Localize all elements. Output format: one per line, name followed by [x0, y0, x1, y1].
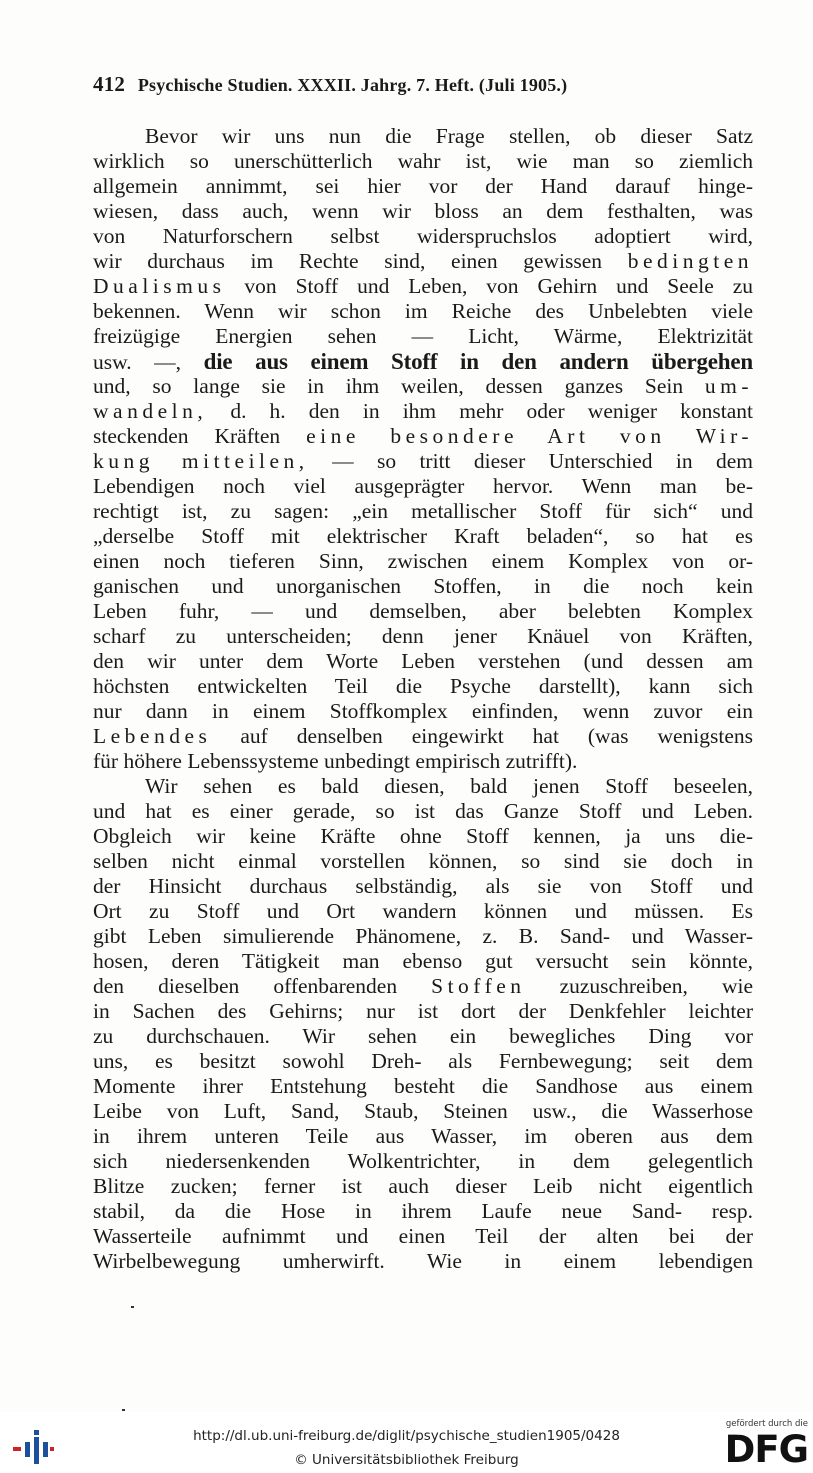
text-run: zuzuschreiben, wie [559, 974, 754, 998]
text-line: der Hinsicht durchaus selbständig, als sie von Stoff und [93, 874, 753, 898]
text-line: für höhere Lebenssysteme unbedingt empirisch zutrifft). [93, 749, 578, 773]
text-line: Wirbelbewegung umherwirft. Wie in einem lebendigen [93, 1249, 753, 1273]
text-line [93, 274, 753, 299]
text-line: Lebendigen noch viel ausgeprägter hervor. Wenn man be- [93, 474, 753, 498]
text-line: Leibe von Luft, Sand, Staub, Steinen usw., die Wasserhose [93, 1099, 753, 1123]
text-line [93, 374, 753, 399]
text-line: hosen, deren Tätigkeit man ebenso gut versucht sein könnte, [93, 949, 753, 973]
dfg-wordmark: DFG [724, 1428, 808, 1471]
text-line: Obgleich wir keine Kräfte ohne Stoff kennen, ja uns die- [93, 824, 753, 848]
source-url[interactable]: http://dl.ub.uni-freiburg.de/diglit/psychische_studien1905/0428 [193, 1428, 620, 1444]
text-line: von Naturforschern selbst widerspruchslos adoptiert wird, [93, 224, 753, 248]
dfg-caption: gefördert durch die [725, 1419, 808, 1429]
body-text [93, 124, 753, 1274]
text-line: den wir unter dem Worte Leben verstehen (und dessen am [93, 649, 753, 673]
text-line: ganischen und unorganischen Stoffen, in die noch kein [93, 574, 753, 598]
text-line [93, 424, 753, 449]
scan-speck [122, 1409, 125, 1411]
text-line: Leben fuhr, — und demselben, aber belebten Komplex [93, 599, 753, 623]
text-run: — so tritt dieser Unterschied in dem [332, 449, 753, 473]
text-line: uns, es besitzt sowohl Dreh- als Fernbewegung; seit dem [93, 1049, 753, 1073]
text-line: rechtigt ist, zu sagen: „ein metallischer Stoff für sich“ und [93, 499, 753, 523]
text-line: scharf zu unterscheiden; denn jener Knäuel von Kräften, [93, 624, 753, 648]
dfg-logo [718, 1419, 808, 1473]
text-line: freizügige Energien sehen — Licht, Wärme, Elektrizität [93, 324, 753, 348]
text-line [93, 399, 753, 424]
text-line: allgemein annimmt, sei hier vor der Hand darauf hinge- [93, 174, 753, 198]
text-line: zu durchschauen. Wir sehen ein bewegliches Ding vor [93, 1024, 753, 1048]
scan-speck [131, 1306, 134, 1308]
text-run: von Stoff und Leben, von Gehirn und Seele zu [244, 274, 753, 298]
text-line: Wir sehen es bald diesen, bald jenen Stoff beseelen, [145, 774, 753, 798]
spaced-emphasis: bedingten [627, 249, 753, 273]
copyright-notice: © Universitätsbibliothek Freiburg [294, 1452, 519, 1468]
text-line: Ort zu Stoff und Ort wandern können und müssen. Es [93, 899, 753, 923]
text-run: und, so lange sie in ihm weilen, dessen ganzes Sein [93, 374, 684, 398]
spaced-emphasis: wandeln, [93, 399, 208, 423]
text-line: wiesen, dass auch, wenn wir bloss an dem festhalten, was [93, 199, 753, 223]
spaced-emphasis: um- [704, 374, 754, 398]
page-header [93, 72, 753, 97]
viewer-footer [0, 1412, 813, 1473]
text-line: stabil, da die Hose in ihrem Laufe neue Sand- resp. [93, 1199, 753, 1223]
text-line: Wasserteile aufnimmt und einen Teil der alten bei der [93, 1224, 753, 1248]
text-line: und hat es einer gerade, so ist das Ganze Stoff und Leben. [93, 799, 753, 823]
text-line: gibt Leben simulierende Phänomene, z. B. Sand- und Wasser- [93, 924, 753, 948]
page-number: 412 [93, 72, 126, 96]
text-run: steckenden Kräften [93, 424, 281, 448]
text-line [93, 974, 753, 999]
text-line: wirklich so unerschütterlich wahr ist, wie man so ziemlich [93, 149, 753, 173]
running-title: Psychische Studien. XXXII. Jahrg. 7. Heft. (Juli 1905.) [137, 75, 568, 95]
text-run: d. h. den in ihm mehr oder weniger konstant [230, 399, 753, 423]
text-run: den dieselben offenbarenden [93, 974, 398, 998]
text-run: usw. —, [93, 350, 182, 374]
text-line: nur dann in einem Stoffkomplex einfinden, wenn zuvor ein [93, 699, 753, 723]
text-line: Momente ihrer Entstehung besteht die Sandhose aus einem [93, 1074, 753, 1098]
text-line: Blitze zucken; ferner ist auch dieser Leib nicht eigentlich [93, 1174, 753, 1198]
text-run: auf denselben eingewirkt hat (was wenigstens [240, 724, 753, 748]
spaced-emphasis: Lebendes [93, 724, 212, 748]
text-line: in Sachen des Gehirns; nur ist dort der Denkfehler leichter [93, 999, 753, 1023]
spaced-emphasis: eine besondere Art von Wir- [306, 424, 754, 448]
spaced-emphasis: kung mitteilen, [93, 449, 309, 473]
text-line [93, 449, 753, 474]
text-line: bekennen. Wenn wir schon im Reiche des Unbelebten viele [93, 299, 753, 323]
text-line [93, 724, 753, 749]
text-line: höchsten entwickelten Teil die Psyche darstellt), kann sich [93, 674, 753, 698]
text-run: wir durchaus im Rechte sind, einen gewissen [93, 249, 603, 273]
text-line: Bevor wir uns nun die Frage stellen, ob dieser Satz [145, 124, 753, 148]
text-line: selben nicht einmal vorstellen können, so sind sie doch in [93, 849, 753, 873]
bold-emphasis: die aus einem Stoff in den andern übergehen [203, 349, 753, 374]
text-line [93, 249, 753, 274]
text-line: „derselbe Stoff mit elektrischer Kraft beladen“, so hat es [93, 524, 753, 548]
text-line: sich niedersenkenden Wolkentrichter, in dem gelegentlich [93, 1149, 753, 1173]
text-line: einen noch tieferen Sinn, zwischen einem Komplex von or- [93, 549, 753, 573]
spaced-emphasis: Stoffen [431, 974, 526, 998]
text-line: in ihrem unteren Teile aus Wasser, im oberen aus dem [93, 1124, 753, 1148]
text-line [93, 349, 753, 374]
spaced-emphasis: Dualismus [93, 274, 226, 298]
